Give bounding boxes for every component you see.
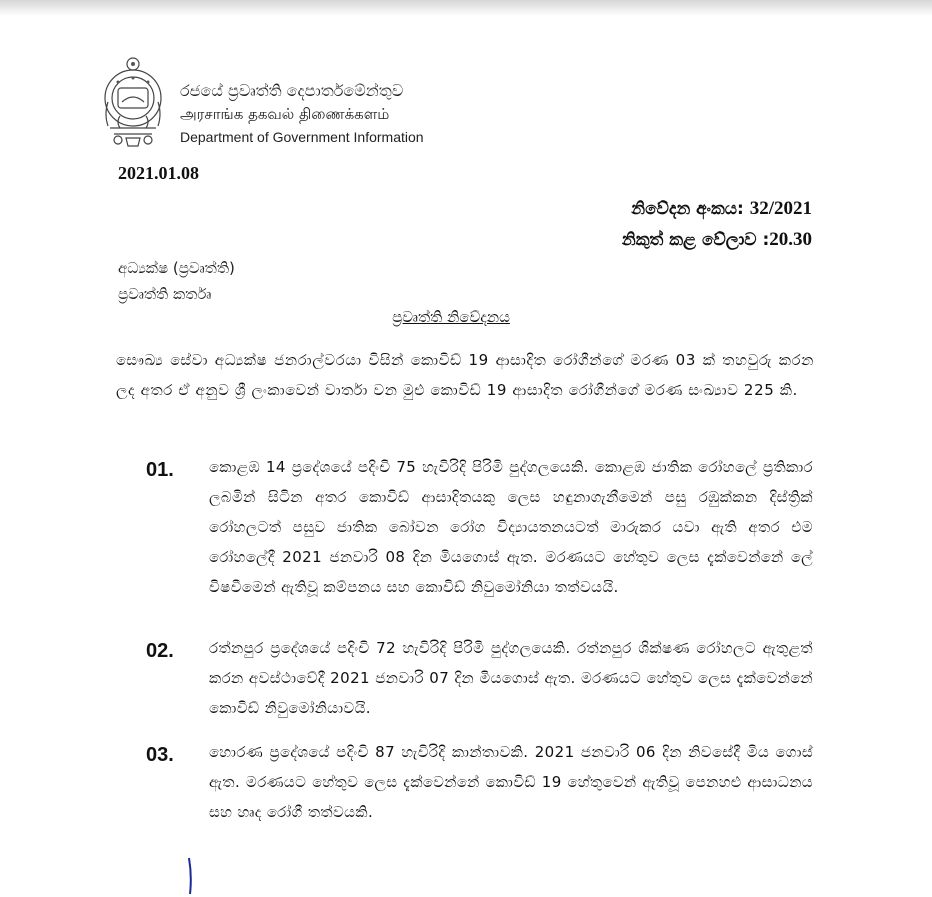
release-time: 20.30 [769, 229, 812, 250]
intro-paragraph: සෞඛ්‍ය සේවා අධ්‍යක්ෂ ජනරාල්වරයා විසින් කොවිඩ් 19 ආසාදිත රෝගීන්ගේ මරණ 03 ක් තහවුරු කරන ලද අතර ඒ අනුව ශ්‍රී ලංකාවෙන් වාර්තා වන මුළු කොවිඩ් 19 ආසාදිත රෝගීන්ගේ මරණ සංඛ්‍යාව 225 කි. [116, 351, 814, 399]
org-name-english: Department of Government Information [180, 129, 424, 145]
addressee-director: අධ්‍යක්ෂ (ප්‍රවෘත්ති) [118, 259, 235, 277]
sri-lanka-emblem-icon [98, 50, 168, 150]
release-number-line [631, 198, 812, 220]
item-number: 01. [146, 459, 174, 481]
org-name-sinhala: රජයේ ප්‍රවෘත්ති දෙපාර්තමේන්තුව [180, 81, 404, 100]
item-text: හොරණ ප්‍රදේශයේ පදිංචි 87 හැවිරිදි කාන්තාවකි. 2021 ජනවාරි 06 දින නිවසේදී මිය ගොස් ඇත. මරණයට හේතුව ලෙස දැක්වෙන්නේ කොවිඩ් 19 හේතුවෙන් ඇතිවූ පෙනහළු ආසාධනය සහ හෘද රෝගී තත්වයකි. [209, 743, 813, 821]
item-text: කොළඹ 14 ප්‍රදේශයේ පදිංචි 75 හැවිරිදි පිරිමි පුද්ගලයෙකි. කොළඹ ජාතික රෝහලේ ප්‍රතිකාර ලබමින් සිටින අතර කොවිඩ් ආසාදිතයකු ලෙස හඳුනාගැනීමෙන් පසු රඹුක්කන දිස්ත්‍රික් රෝහලටත් පසුව ජාතික බෝවන රෝග විද්‍යායතනයටත් මාරුකර යවා ඇති අතර එම රෝහලේදී 2021 ජනවාරි 08 දින මියගොස් ඇත. මරණයට හේතුව ලෙස දැක්වෙන්නේ ලේ විෂවීමෙන් ඇතිවූ කම්පනය සහ කොවිඩ් නිවුමෝනියා තත්වයයි. [209, 458, 813, 596]
document-date: 2021.01.08 [118, 163, 199, 183]
org-name-tamil: அரசாங்க தகவல் திணைக்களம் [180, 105, 390, 123]
item-number: 02. [146, 640, 174, 662]
release-number: 32/2021 [749, 198, 812, 219]
release-time-line [622, 229, 812, 251]
addressee-editor: ප්‍රවෘත්ති කර්තෘ [118, 285, 212, 303]
pen-mark [184, 856, 196, 896]
item-text: රත්නපුර ප්‍රදේශයේ පදිංචි 72 හැවිරිදි පිරිමි පුද්ගලයෙකි. රත්නපුර ශික්ෂණ රෝහලට ඇතුළත් කරන අවස්ථාවේදී 2021 ජනවාරි 07 දින මියගොස් ඇත. මරණයට හේතුව ලෙස දැක්වෙන්නේ කොවිඩ් නිවුමෝනියාවයි. [209, 639, 813, 717]
item-number: 03. [146, 744, 174, 766]
scan-top-shadow [0, 0, 932, 16]
heading-text: ප්‍රවෘත්ති නිවේදනය [392, 308, 510, 326]
release-number-label: නිවේදන අංකය: [631, 199, 744, 219]
release-time-label: නිකුත් කළ වේලාව : [621, 230, 770, 250]
document-heading [0, 308, 932, 326]
